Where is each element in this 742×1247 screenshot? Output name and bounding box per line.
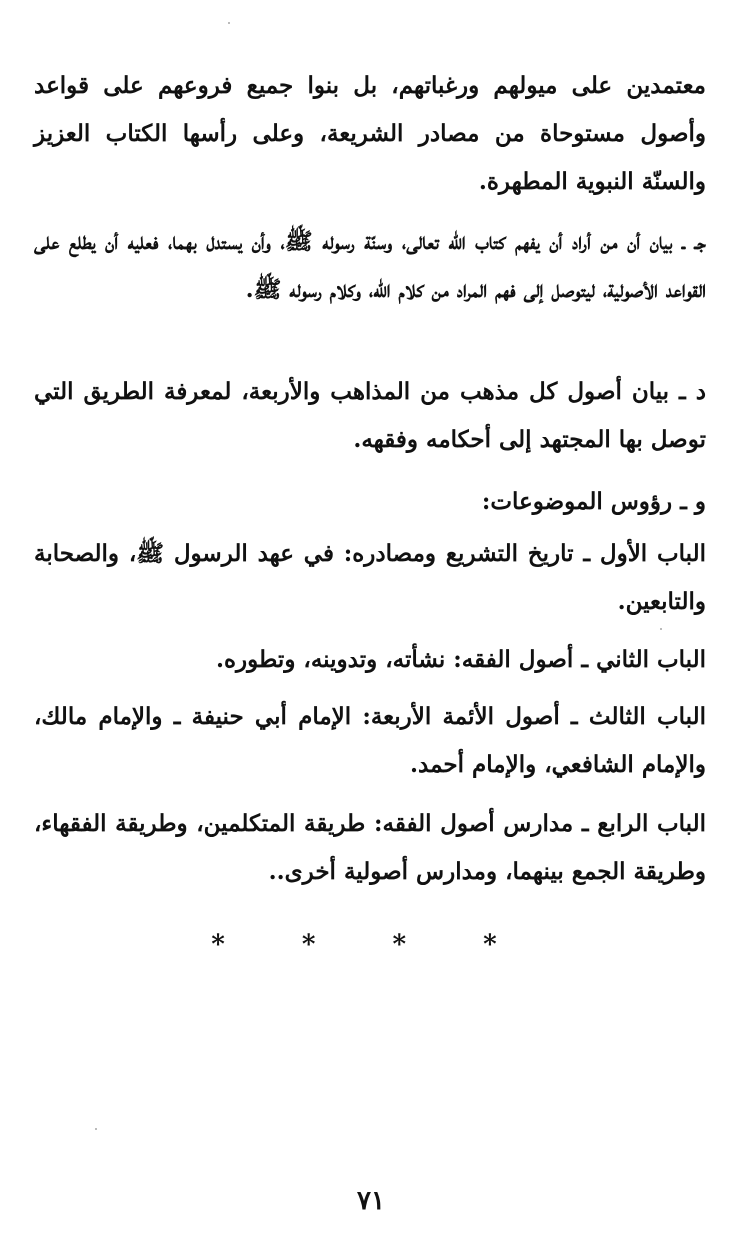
paragraph-chapter-three: الباب الثالث ـ أصول الأئمة الأربعة: الإمام أبي حنيفة ـ والإمام مالك، والإمام الشافعي، والإمام أحمد. — [34, 703, 706, 778]
paragraph-chapter-four: الباب الرابع ـ مدارس أصول الفقه: طريقة المتكلمين، وطريقة الفقهاء، وطريقة الجمع بينهما، ومدارس أصولية أخرى.. — [34, 810, 706, 885]
scan-speck — [228, 22, 230, 24]
scan-speck — [95, 1128, 97, 1130]
page-number: ٧١ — [357, 1186, 385, 1216]
paragraph-sources-continuation: معتمدين على ميولهم ورغباتهم، بل بنوا جميع فروعهم على قواعد وأصول مستوحاة من مصادر الشريعة، وعلى رأسها الكتاب العزيز والسنّة النبوية المطهرة. — [34, 72, 706, 195]
section-separator-stars: * * * * — [211, 930, 531, 960]
section-heading-topics: و ـ رؤوس الموضوعات: — [481, 488, 706, 515]
paragraph-chapter-one: الباب الأول ـ تاريخ التشريع ومصادره: في عهد الرسول ﷺ، والصحابة والتابعين. — [34, 540, 706, 615]
paragraph-item-dal: د ـ بيان أصول كل مذهب من المذاهب والأربعة، لمعرفة الطريق التي توصل بها المجتهد إلى أحكامه وفقهه. — [34, 378, 706, 453]
paragraph-item-jeem: جـ ـ بيان أن من أراد أن يفهم كتاب الله تعالى، وسنّة رسوله ﷺ، وأن يستدل بهما، فعليه أن يطلع على القواعد الأصولية، ليتوصل إلى فهم المراد من كلام الله، وكلام رسوله ﷺ. — [34, 228, 706, 303]
scan-speck — [660, 628, 662, 630]
paragraph-chapter-two: الباب الثاني ـ أصول الفقه: نشأته، وتدوينه، وتطوره. — [216, 646, 706, 673]
